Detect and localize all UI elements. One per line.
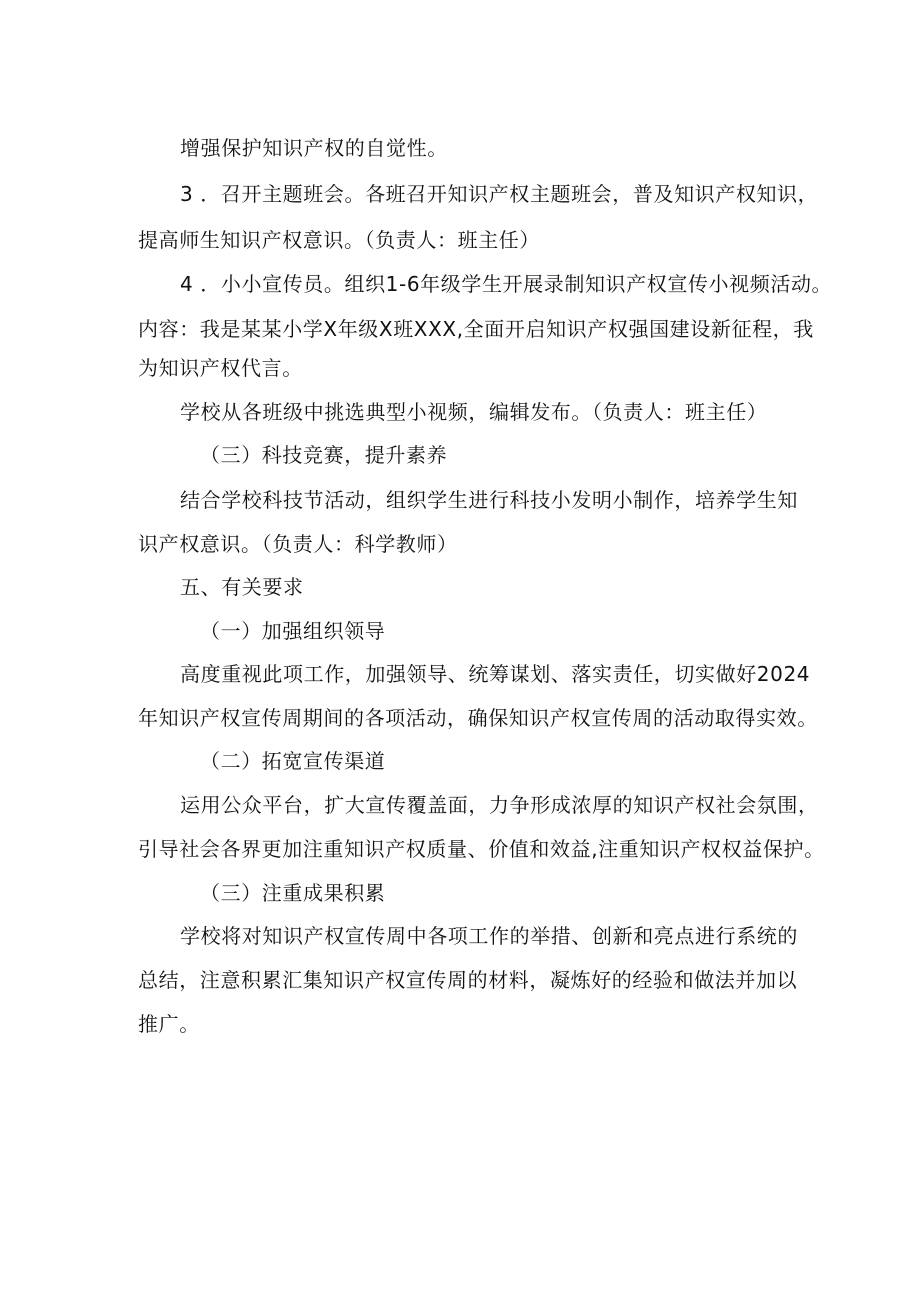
paragraph-line: 引导社会各界更加注重知识产权质量、价值和效益,注重知识产权权益保护。 xyxy=(138,837,825,861)
section-subheading: （一）加强组织领导 xyxy=(200,619,386,643)
section-heading: 五、有关要求 xyxy=(180,575,304,599)
paragraph-line: 识产权意识。（负责人：科学教师） xyxy=(138,532,458,556)
paragraph-line: 学校将对知识产权宣传周中各项工作的举措、创新和亮点进行系统的 xyxy=(180,924,798,948)
section-subheading: （二）拓宽宣传渠道 xyxy=(200,749,386,773)
paragraph-line: 总结，注意积累汇集知识产权宣传周的材料，凝炼好的经验和做法并加以 xyxy=(138,968,798,992)
paragraph-line: 学校从各班级中挑选典型小视频，编辑发布。（负责人：班主任） xyxy=(180,400,768,424)
paragraph-line: 4 ．小小宣传员。组织1-6年级学生开展录制知识产权宣传小视频活动。 xyxy=(180,272,833,296)
paragraph-line: 年知识产权宣传周期间的各项活动，确保知识产权宣传周的活动取得实效。 xyxy=(138,706,818,730)
paragraph-line: 高度重视此项工作，加强领导、统筹谋划、落实责任，切实做好2024 xyxy=(180,662,811,686)
paragraph-line: 结合学校科技节活动，组织学生进行科技小发明小制作，培养学生知 xyxy=(180,488,798,512)
paragraph-line: 3 ．召开主题班会。各班召开知识产权主题班会，普及知识产权知识， xyxy=(180,182,819,206)
section-subheading: （三）注重成果积累 xyxy=(200,881,386,905)
paragraph-line: 内容：我是某某小学X年级X班XXX,全面开启知识产权强国建设新征程，我 xyxy=(138,317,814,341)
paragraph-line: 推广。 xyxy=(138,1012,200,1036)
paragraph-line: 提高师生知识产权意识。（负责人：班主任） xyxy=(138,228,540,252)
paragraph-line: 运用公众平台，扩大宣传覆盖面，力争形成浓厚的知识产权社会氛围， xyxy=(180,793,819,817)
paragraph-line: 增强保护知识产权的自觉性。 xyxy=(180,136,448,160)
section-subheading: （三）科技竞赛，提升素养 xyxy=(200,443,448,467)
paragraph-line: 为知识产权代言。 xyxy=(138,356,303,380)
